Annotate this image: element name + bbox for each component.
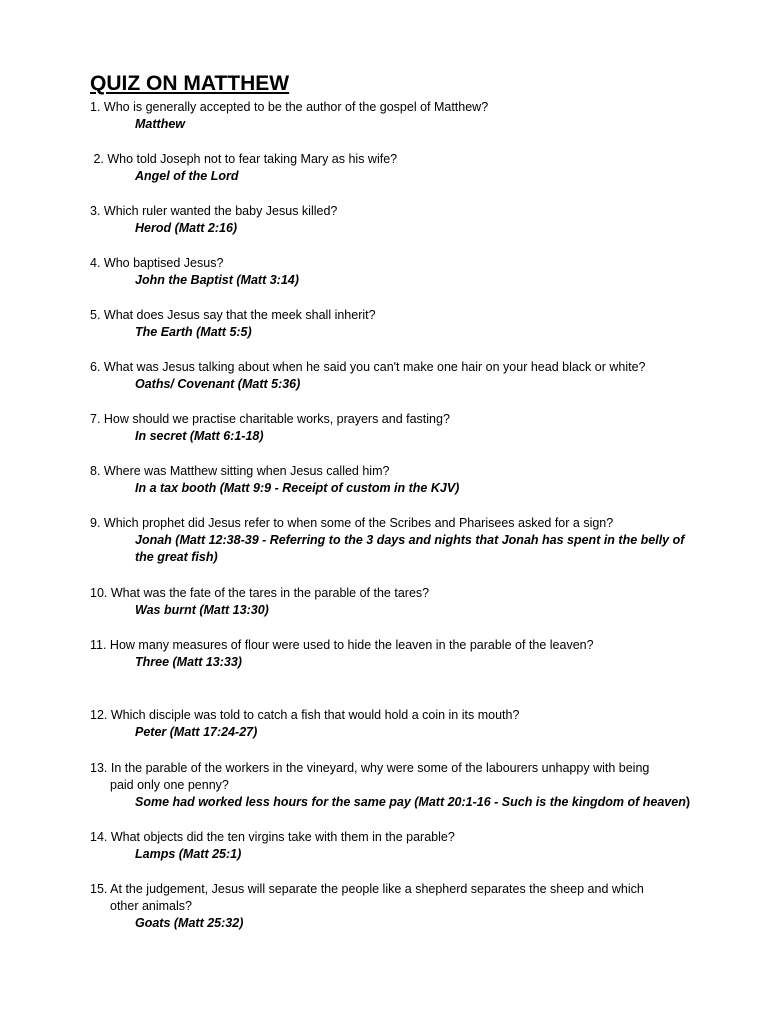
question-text: 5. What does Jesus say that the meek shall inherit? xyxy=(90,308,376,322)
question-item xyxy=(90,760,690,811)
question-line-continued: other animals? xyxy=(110,899,192,913)
answer-text: John the Baptist (Matt 3:14) xyxy=(135,273,299,287)
question-item xyxy=(90,829,690,863)
question-text: 1. Who is generally accepted to be the author of the gospel of Matthew? xyxy=(90,100,489,114)
question-item xyxy=(90,151,690,185)
question-line-continued: paid only one penny? xyxy=(110,778,229,792)
question-text: 11. How many measures of flour were used to hide the leaven in the parable of the leaven? xyxy=(90,638,594,652)
page-title: QUIZ ON MATTHEW xyxy=(90,72,290,95)
question-line: 15. At the judgement, Jesus will separate the people like a shepherd separates the sheep and which xyxy=(90,882,644,896)
answer-line-continued: the great fish) xyxy=(135,550,218,564)
question-text: 2. Who told Joseph not to fear taking Mary as his wife? xyxy=(90,152,398,166)
question-item xyxy=(90,463,690,497)
question-item xyxy=(90,515,690,566)
answer-text: Peter (Matt 17:24-27) xyxy=(135,725,258,739)
answer-text: Matthew xyxy=(135,117,185,131)
answer-line: Some had worked less hours for the same pay (Matt 20:1-16 - Such is the kingdom of heaven xyxy=(135,795,686,809)
answer-text: Angel of the Lord xyxy=(135,169,239,183)
question-text: 9. Which prophet did Jesus refer to when some of the Scribes and Pharisees asked for a sign? xyxy=(90,516,614,530)
question-text: 10. What was the fate of the tares in the parable of the tares? xyxy=(90,586,430,600)
question-item xyxy=(90,255,690,289)
question-text xyxy=(90,760,690,794)
answer-text: The Earth (Matt 5:5) xyxy=(135,325,252,339)
question-text: 6. What was Jesus talking about when he said you can't make one hair on your head black or white? xyxy=(90,360,646,374)
answer-tail: ) xyxy=(685,795,691,809)
answer-text xyxy=(90,532,690,566)
answer-text: Was burnt (Matt 13:30) xyxy=(135,603,269,617)
answer-line: Jonah (Matt 12:38-39 - Referring to the 3 days and nights that Jonah has spent in the belly of xyxy=(135,533,685,547)
question-text xyxy=(90,881,690,915)
question-item xyxy=(90,307,690,341)
question-item xyxy=(90,585,690,619)
answer-text: In secret (Matt 6:1-18) xyxy=(135,429,264,443)
answer-text: Lamps (Matt 25:1) xyxy=(135,847,242,861)
answer-text: In a tax booth (Matt 9:9 - Receipt of custom in the KJV) xyxy=(135,481,460,495)
question-text: 7. How should we practise charitable works, prayers and fasting? xyxy=(90,412,450,426)
question-line: 13. In the parable of the workers in the vineyard, why were some of the labourers unhappy with being xyxy=(90,761,650,775)
question-item xyxy=(90,203,690,237)
answer-text xyxy=(90,794,690,811)
question-text: 3. Which ruler wanted the baby Jesus killed? xyxy=(90,204,338,218)
question-text: 14. What objects did the ten virgins take with them in the parable? xyxy=(90,830,455,844)
question-item xyxy=(90,707,690,741)
answer-text: Goats (Matt 25:32) xyxy=(135,916,244,930)
question-item xyxy=(90,99,690,133)
question-item xyxy=(90,637,690,671)
question-item xyxy=(90,359,690,393)
question-text: 8. Where was Matthew sitting when Jesus called him? xyxy=(90,464,390,478)
question-item xyxy=(90,881,690,932)
answer-text: Oaths/ Covenant (Matt 5:36) xyxy=(135,377,301,391)
question-text: 12. Which disciple was told to catch a fish that would hold a coin in its mouth? xyxy=(90,708,520,722)
question-text: 4. Who baptised Jesus? xyxy=(90,256,224,270)
answer-text: Herod (Matt 2:16) xyxy=(135,221,238,235)
question-item xyxy=(90,411,690,445)
answer-text: Three (Matt 13:33) xyxy=(135,655,242,669)
